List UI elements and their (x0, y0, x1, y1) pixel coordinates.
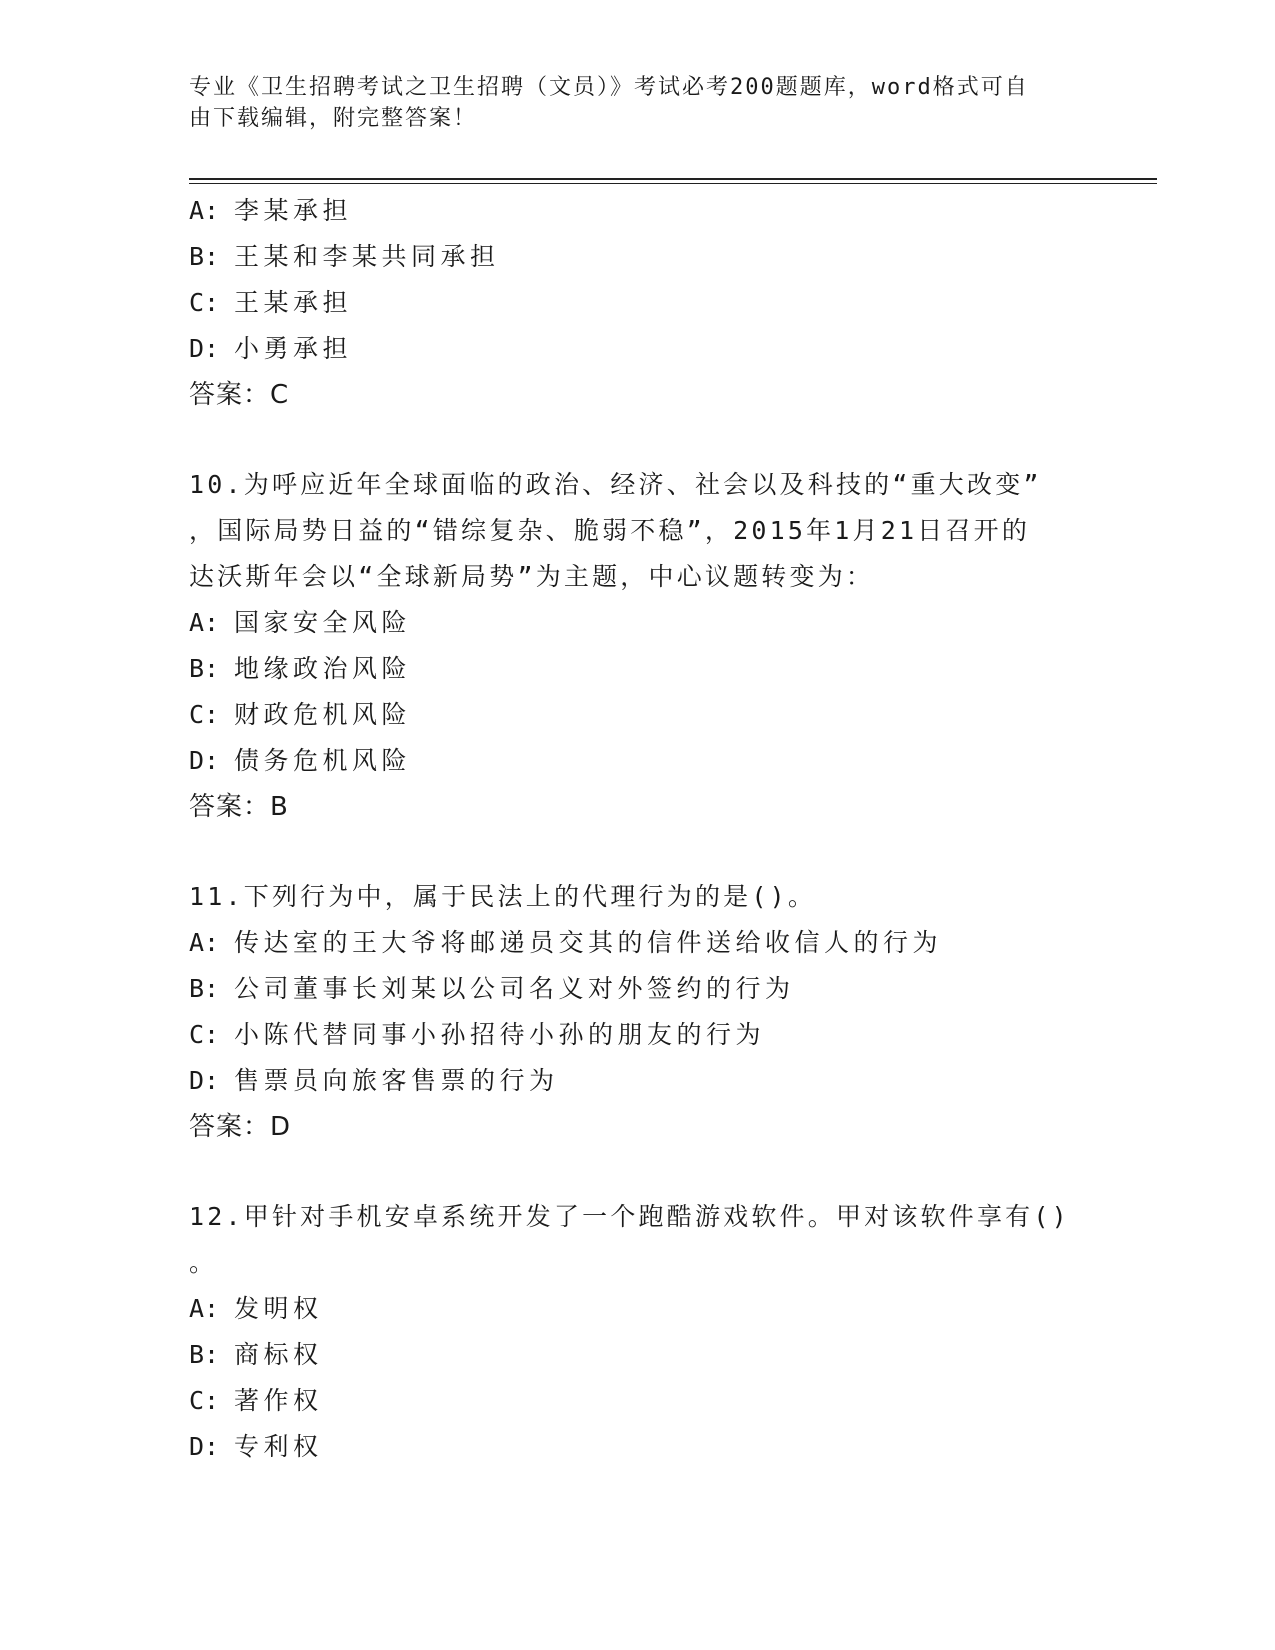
answer-line (189, 372, 1089, 418)
question-stem-line: 12.甲针对手机安卓系统开发了一个跑酷游戏软件。甲对该软件享有() (189, 1202, 1070, 1231)
option-d (189, 1424, 1089, 1470)
option-text: 小勇承担 (234, 334, 353, 363)
option-text: 专利权 (234, 1432, 323, 1461)
option-text: 著作权 (234, 1386, 323, 1415)
option-text: 财政危机风险 (234, 700, 412, 729)
option-d (189, 326, 1089, 372)
option-letter: B: (189, 974, 220, 1003)
option-b (189, 1332, 1089, 1378)
answer-value: B (270, 792, 289, 822)
option-text: 王某承担 (234, 288, 353, 317)
option-letter: A: (189, 196, 220, 225)
option-c (189, 1378, 1089, 1424)
question-11 (189, 874, 1089, 1150)
option-text: 国家安全风险 (234, 608, 412, 637)
option-a (189, 920, 1089, 966)
option-d (189, 738, 1089, 784)
option-letter: A: (189, 608, 220, 637)
header-line-1: 专业《卫生招聘考试之卫生招聘（文员）》考试必考200题题库，word格式可自 (189, 75, 1029, 100)
question-9 (189, 188, 1089, 418)
option-c (189, 1012, 1089, 1058)
option-text: 商标权 (234, 1340, 323, 1369)
answer-value: D (270, 1112, 292, 1142)
option-text: 发明权 (234, 1294, 323, 1323)
option-c (189, 692, 1089, 738)
option-letter: C: (189, 700, 220, 729)
option-b (189, 966, 1089, 1012)
question-stem-line: ，国际局势日益的“错综复杂、脆弱不稳”，2015年1月21日召开的 (189, 516, 1031, 545)
option-text: 小陈代替同事小孙招待小孙的朋友的行为 (234, 1020, 766, 1049)
question-stem-line: 。 (189, 1248, 218, 1277)
option-b (189, 234, 1089, 280)
option-letter: C: (189, 288, 220, 317)
option-a (189, 188, 1089, 234)
option-letter: B: (189, 242, 220, 271)
question-stem-line: 达沃斯年会以“全球新局势”为主题，中心议题转变为： (189, 562, 875, 591)
option-a (189, 600, 1089, 646)
answer-line (189, 1104, 1089, 1150)
question-spacer (189, 1150, 1089, 1194)
option-text: 售票员向旅客售票的行为 (234, 1066, 559, 1095)
question-stem-line: 11.下列行为中，属于民法上的代理行为的是()。 (189, 882, 817, 911)
header-divider-thin (189, 183, 1157, 184)
option-d (189, 1058, 1089, 1104)
header-divider-thick (189, 178, 1157, 180)
option-text: 王某和李某共同承担 (234, 242, 500, 271)
document-header (189, 72, 1089, 134)
option-letter: C: (189, 1386, 220, 1415)
option-letter: A: (189, 928, 220, 957)
answer-line (189, 784, 1089, 830)
option-letter: D: (189, 1066, 220, 1095)
answer-label: 答案： (189, 380, 271, 410)
answer-label: 答案： (189, 792, 271, 822)
question-12 (189, 1194, 1089, 1470)
option-letter: A: (189, 1294, 220, 1323)
question-list (189, 188, 1089, 1470)
option-text: 传达室的王大爷将邮递员交其的信件送给收信人的行为 (234, 928, 943, 957)
option-text: 债务危机风险 (234, 746, 412, 775)
option-c (189, 280, 1089, 326)
question-spacer (189, 830, 1089, 874)
option-letter: D: (189, 746, 220, 775)
option-letter: B: (189, 1340, 220, 1369)
question-10 (189, 462, 1089, 830)
question-spacer (189, 418, 1089, 462)
option-text: 李某承担 (234, 196, 353, 225)
question-stem-line: 10.为呼应近年全球面临的政治、经济、社会以及科技的“重大改变” (189, 470, 1042, 499)
option-text: 公司董事长刘某以公司名义对外签约的行为 (234, 974, 795, 1003)
option-text: 地缘政治风险 (234, 654, 412, 683)
option-letter: B: (189, 654, 220, 683)
header-line-2: 由下载编辑，附完整答案！ (189, 106, 478, 131)
answer-value: C (270, 380, 290, 410)
answer-label: 答案： (189, 1112, 271, 1142)
option-letter: D: (189, 1432, 220, 1461)
option-letter: D: (189, 334, 220, 363)
option-b (189, 646, 1089, 692)
option-letter: C: (189, 1020, 220, 1049)
option-a (189, 1286, 1089, 1332)
